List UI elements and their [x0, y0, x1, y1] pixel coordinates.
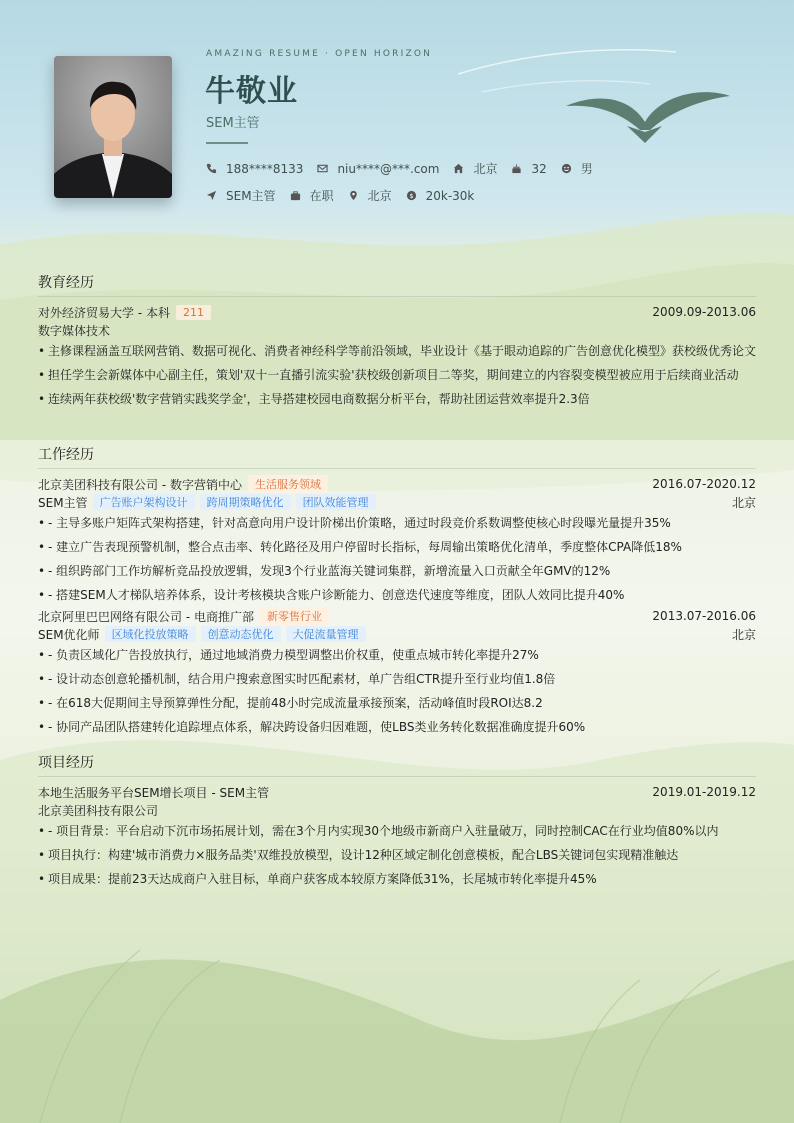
job-role: SEM优化师 [38, 627, 100, 642]
salary-text: 20k-30k [425, 188, 475, 203]
target-city-item [348, 187, 392, 204]
briefcase-icon [290, 190, 301, 201]
phone-item [206, 162, 303, 176]
phone-icon [206, 163, 217, 174]
project-company: 北京美团科技有限公司 [38, 803, 159, 818]
job-bullets [38, 643, 756, 739]
job-bullet: • - 建立广告表现预警机制，整合点击率、转化路径及用户停留时长指标，每周输出策略优化清单，季度整体CPA降低18% [38, 535, 756, 559]
project-bullets [38, 819, 756, 891]
education-section [38, 272, 756, 411]
target-role-item [206, 187, 276, 204]
home-icon [453, 163, 464, 174]
job-skill-tag: 广告账户架构设计 [93, 494, 195, 510]
job-entry [38, 607, 756, 739]
education-bullets [38, 339, 756, 411]
gender-icon [561, 163, 572, 174]
profile-photo [54, 56, 172, 198]
job-bullet: • - 在618大促期间主导预算弹性分配，提前48小时完成流量承接预案，活动峰值时段ROI达8.2 [38, 691, 756, 715]
job-industry-tag: 生活服务领域 [248, 475, 328, 493]
title-divider [206, 142, 248, 144]
project-bullet: • - 项目背景：平台启动下沉市场拓展计划，需在3个月内实现30个地级市新商户入驻量破万，同时控制CAC在行业均值80%以内 [38, 819, 756, 843]
target-city-text: 北京 [367, 189, 392, 203]
school-badge: 211 [176, 305, 211, 320]
education-header [38, 303, 756, 321]
city-text: 北京 [473, 162, 498, 176]
job-header [38, 475, 756, 493]
salary-item [406, 189, 475, 203]
education-bullet: • 主修课程涵盖互联网营销、数据可视化、消费者神经科学等前沿领域，毕业设计《基于眼动追踪的广告创意优化模型》获校级优秀论文 [38, 339, 756, 363]
education-title: 教育经历 [38, 272, 756, 297]
job-bullet: • - 搭建SEM人才梯队培养体系，设计考核模块含账户诊断能力、创意迭代速度等维度，团队人效同比提升40% [38, 583, 756, 607]
city-item [453, 160, 497, 177]
job-skill-tag: 创意动态优化 [201, 626, 281, 642]
education-bullet: • 担任学生会新媒体中心副主任，策划'双十一直播引流实验'获校级创新项目二等奖，期间建立的内容裂变模型被应用于后续商业活动 [38, 363, 756, 387]
job-role-line [38, 625, 756, 643]
job-bullet: • - 组织跨部门工作坊解析竞品投放逻辑，发现3个行业蓝海关键词集群，新增流量入口贡献全年GMV的12% [38, 559, 756, 583]
age-item [511, 162, 546, 176]
mail-icon [317, 163, 328, 174]
job-bullet: • - 主导多账户矩阵式架构搭建，针对高意向用户设计阶梯出价策略，通过时段竞价系数调整使核心时段曝光量提升35% [38, 511, 756, 535]
job-status-item [290, 187, 334, 204]
job-industry-tag: 新零售行业 [260, 607, 329, 625]
job-company: 北京美团科技有限公司 - 数字营销中心 [38, 477, 242, 492]
job-role: SEM主管 [38, 495, 88, 510]
gender-item [561, 160, 593, 177]
job-role-line [38, 493, 756, 511]
work-section [38, 444, 756, 739]
location-pin-icon [348, 190, 359, 201]
education-period: 2009.09-2013.06 [652, 305, 756, 319]
candidate-name: 牛敬业 [205, 74, 298, 109]
age-text: 32 [531, 161, 547, 176]
job-entry [38, 475, 756, 607]
projects-title: 项目经历 [38, 752, 756, 777]
send-icon [206, 190, 217, 201]
email-item [317, 162, 439, 176]
job-skill-tag: 大促流量管理 [286, 626, 366, 642]
job-skill-tag: 区域化投放策略 [105, 626, 196, 642]
education-major: 数字媒体技术 [38, 323, 111, 338]
job-city: 北京 [731, 627, 756, 642]
work-title: 工作经历 [38, 444, 756, 469]
money-icon [406, 190, 417, 201]
project-header [38, 783, 756, 801]
job-skill-tag: 团队效能管理 [296, 494, 376, 510]
project-bullet: • 项目成果：提前23天达成商户入驻目标，单商户获客成本较原方案降低31%，长尾城市转化率提升45% [38, 867, 756, 891]
header-tagline: AMAZING RESUME · OPEN HORIZON [206, 49, 433, 59]
job-period: 2013.07-2016.06 [652, 609, 756, 623]
job-city: 北京 [731, 495, 756, 510]
job-company: 北京阿里巴巴网络有限公司 - 电商推广部 [38, 609, 254, 624]
svg-text:$: $ [409, 191, 414, 200]
education-bullet: • 连续两年获校级'数字营销实践奖学金'，主导搭建校园电商数据分析平台，帮助社团运营效率提升2.3倍 [38, 387, 756, 411]
job-bullets [38, 511, 756, 607]
job-header [38, 607, 756, 625]
job-status-text: 在职 [309, 189, 334, 203]
contact-info-row-1 [206, 160, 607, 177]
job-period: 2016.07-2020.12 [652, 477, 756, 491]
project-period: 2019.01-2019.12 [652, 785, 756, 799]
phone-text: 188****8133 [226, 161, 304, 176]
project-bullet: • 项目执行：构建'城市消费力×服务品类'双维投放模型，设计12种区域定制化创意模板，配合LBS关键词包实现精准触达 [38, 843, 756, 867]
candidate-title: SEM主管 [206, 116, 260, 131]
project-name: 本地生活服务平台SEM增长项目 - SEM主管 [38, 785, 270, 800]
job-skill-tag: 跨周期策略优化 [200, 494, 291, 510]
contact-info-row-2 [206, 187, 488, 204]
job-bullet: • - 设计动态创意轮播机制，结合用户搜索意图实时匹配素材，单广告组CTR提升至行业均值1.8倍 [38, 667, 756, 691]
projects-section [38, 752, 756, 891]
job-bullet: • - 负责区域化广告投放执行，通过地域消费力模型调整出价权重，使重点城市转化率提升27% [38, 643, 756, 667]
target-role-text: SEM主管 [226, 189, 276, 203]
cake-icon [511, 163, 522, 174]
email-text: niu****@***.com [337, 161, 440, 176]
gender-text: 男 [580, 162, 593, 176]
school-name: 对外经济贸易大学 - 本科 [38, 305, 170, 320]
job-bullet: • - 协同产品团队搭建转化追踪埋点体系，解决跨设备归因难题，使LBS类业务转化数据准确度提升60% [38, 715, 756, 739]
